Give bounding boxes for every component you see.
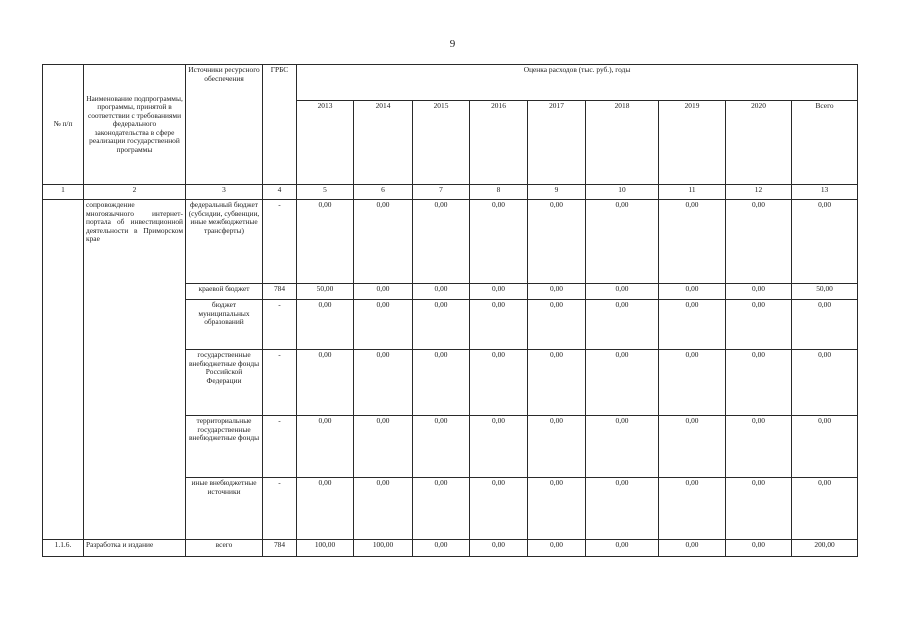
value-cell-total: 0,00 <box>792 200 858 284</box>
value-cell: 0,00 <box>354 416 413 478</box>
value-cell: 0,00 <box>659 416 726 478</box>
header-year: 2019 <box>659 101 726 185</box>
header-year: 2014 <box>354 101 413 185</box>
header-year: 2020 <box>726 101 792 185</box>
value-cell: 0,00 <box>586 284 659 300</box>
value-cell: 0,00 <box>528 200 586 284</box>
grbs-cell: - <box>263 416 297 478</box>
header-year: 2016 <box>470 101 528 185</box>
value-cell: 0,00 <box>659 200 726 284</box>
source-name: бюджет муниципальных образований <box>186 300 263 350</box>
value-cell: 0,00 <box>470 300 528 350</box>
value-cell: 0,00 <box>470 350 528 416</box>
source-name: территориальные государственные внебюджетные фонды <box>186 416 263 478</box>
value-cell: 0,00 <box>659 478 726 540</box>
grbs-cell: - <box>263 350 297 416</box>
index-cell: 6 <box>354 185 413 200</box>
grbs-cell: - <box>263 478 297 540</box>
index-cell: 3 <box>186 185 263 200</box>
index-cell: 2 <box>84 185 186 200</box>
index-cell: 10 <box>586 185 659 200</box>
index-cell: 13 <box>792 185 858 200</box>
header-col-costs: Оценка расходов (тыс. руб.), годы <box>297 65 858 101</box>
value-cell: 0,00 <box>726 300 792 350</box>
value-cell: 0,00 <box>586 540 659 557</box>
header-col-no: № п/п <box>43 65 84 185</box>
column-index-row <box>43 185 858 200</box>
value-cell: 0,00 <box>528 300 586 350</box>
value-cell: 0,00 <box>528 540 586 557</box>
value-cell: 0,00 <box>470 416 528 478</box>
value-cell: 0,00 <box>726 540 792 557</box>
grbs-cell: - <box>263 200 297 284</box>
value-cell: 100,00 <box>297 540 354 557</box>
header-row <box>43 65 858 101</box>
value-cell: 0,00 <box>659 350 726 416</box>
value-cell: 0,00 <box>297 478 354 540</box>
header-year: 2015 <box>413 101 470 185</box>
value-cell: 0,00 <box>528 350 586 416</box>
header-col-sources: Источники ресурсного обеспечения <box>186 65 263 185</box>
value-cell: 0,00 <box>586 416 659 478</box>
value-cell: 0,00 <box>354 350 413 416</box>
value-cell: 0,00 <box>413 416 470 478</box>
value-cell: 0,00 <box>528 284 586 300</box>
value-cell: 0,00 <box>586 350 659 416</box>
value-cell: 0,00 <box>354 284 413 300</box>
value-cell-total: 0,00 <box>792 478 858 540</box>
index-cell: 4 <box>263 185 297 200</box>
value-cell: 50,00 <box>297 284 354 300</box>
activity-name: Разработка и издание <box>84 540 186 557</box>
value-cell-total: 50,00 <box>792 284 858 300</box>
value-cell: 0,00 <box>726 350 792 416</box>
value-cell-total: 0,00 <box>792 350 858 416</box>
value-cell: 0,00 <box>586 300 659 350</box>
value-cell: 0,00 <box>659 540 726 557</box>
value-cell: 0,00 <box>297 200 354 284</box>
grbs-cell: - <box>263 300 297 350</box>
index-cell: 12 <box>726 185 792 200</box>
value-cell: 0,00 <box>528 478 586 540</box>
value-cell: 0,00 <box>413 300 470 350</box>
index-cell: 1 <box>43 185 84 200</box>
index-cell: 5 <box>297 185 354 200</box>
grbs-cell: 784 <box>263 540 297 557</box>
value-cell: 0,00 <box>470 284 528 300</box>
value-cell: 0,00 <box>354 300 413 350</box>
value-cell: 0,00 <box>470 540 528 557</box>
grbs-cell: 784 <box>263 284 297 300</box>
header-year: 2017 <box>528 101 586 185</box>
index-cell: 8 <box>470 185 528 200</box>
value-cell: 0,00 <box>297 300 354 350</box>
table-row <box>43 200 858 284</box>
value-cell: 0,00 <box>297 350 354 416</box>
page-number: 9 <box>449 38 456 50</box>
table-row <box>43 540 858 557</box>
source-name: краевой бюджет <box>186 284 263 300</box>
value-cell-total: 0,00 <box>792 300 858 350</box>
value-cell: 0,00 <box>413 284 470 300</box>
value-cell: 100,00 <box>354 540 413 557</box>
value-cell: 0,00 <box>413 200 470 284</box>
header-col-grbs: ГРБС <box>263 65 297 185</box>
value-cell: 0,00 <box>586 200 659 284</box>
header-year: 2013 <box>297 101 354 185</box>
value-cell: 0,00 <box>354 478 413 540</box>
header-year-total: Всего <box>792 101 858 185</box>
index-cell: 7 <box>413 185 470 200</box>
source-name: федеральный бюджет (субсидии, субвенции, иные межбюджетные трансферты) <box>186 200 263 284</box>
value-cell: 0,00 <box>586 478 659 540</box>
value-cell: 0,00 <box>470 200 528 284</box>
value-cell: 0,00 <box>659 284 726 300</box>
value-cell: 0,00 <box>726 416 792 478</box>
header-year: 2018 <box>586 101 659 185</box>
source-name: иные внебюджетные источники <box>186 478 263 540</box>
value-cell: 0,00 <box>659 300 726 350</box>
value-cell: 0,00 <box>413 350 470 416</box>
value-cell-total: 0,00 <box>792 416 858 478</box>
value-cell: 0,00 <box>726 200 792 284</box>
value-cell: 0,00 <box>726 284 792 300</box>
value-cell: 0,00 <box>470 478 528 540</box>
value-cell: 0,00 <box>528 416 586 478</box>
value-cell-total: 200,00 <box>792 540 858 557</box>
value-cell: 0,00 <box>726 478 792 540</box>
row-number: 1.1.6. <box>43 540 84 557</box>
source-name: государственные внебюджетные фонды Российской Федерации <box>186 350 263 416</box>
activity-name: сопровождение многоязычного интернет-портала об инвестиционной деятельности в Приморском крае <box>84 200 186 540</box>
source-name: всего <box>186 540 263 557</box>
value-cell: 0,00 <box>297 416 354 478</box>
value-cell: 0,00 <box>354 200 413 284</box>
value-cell: 0,00 <box>413 540 470 557</box>
value-cell: 0,00 <box>413 478 470 540</box>
row-number-cell <box>43 200 84 540</box>
index-cell: 9 <box>528 185 586 200</box>
index-cell: 11 <box>659 185 726 200</box>
budget-table <box>42 64 858 557</box>
header-col-name: Наименование подпрограммы, программы, принятой в соответствии с требованиями федерального законодательства в сфере реализации государственной программы <box>84 65 186 185</box>
